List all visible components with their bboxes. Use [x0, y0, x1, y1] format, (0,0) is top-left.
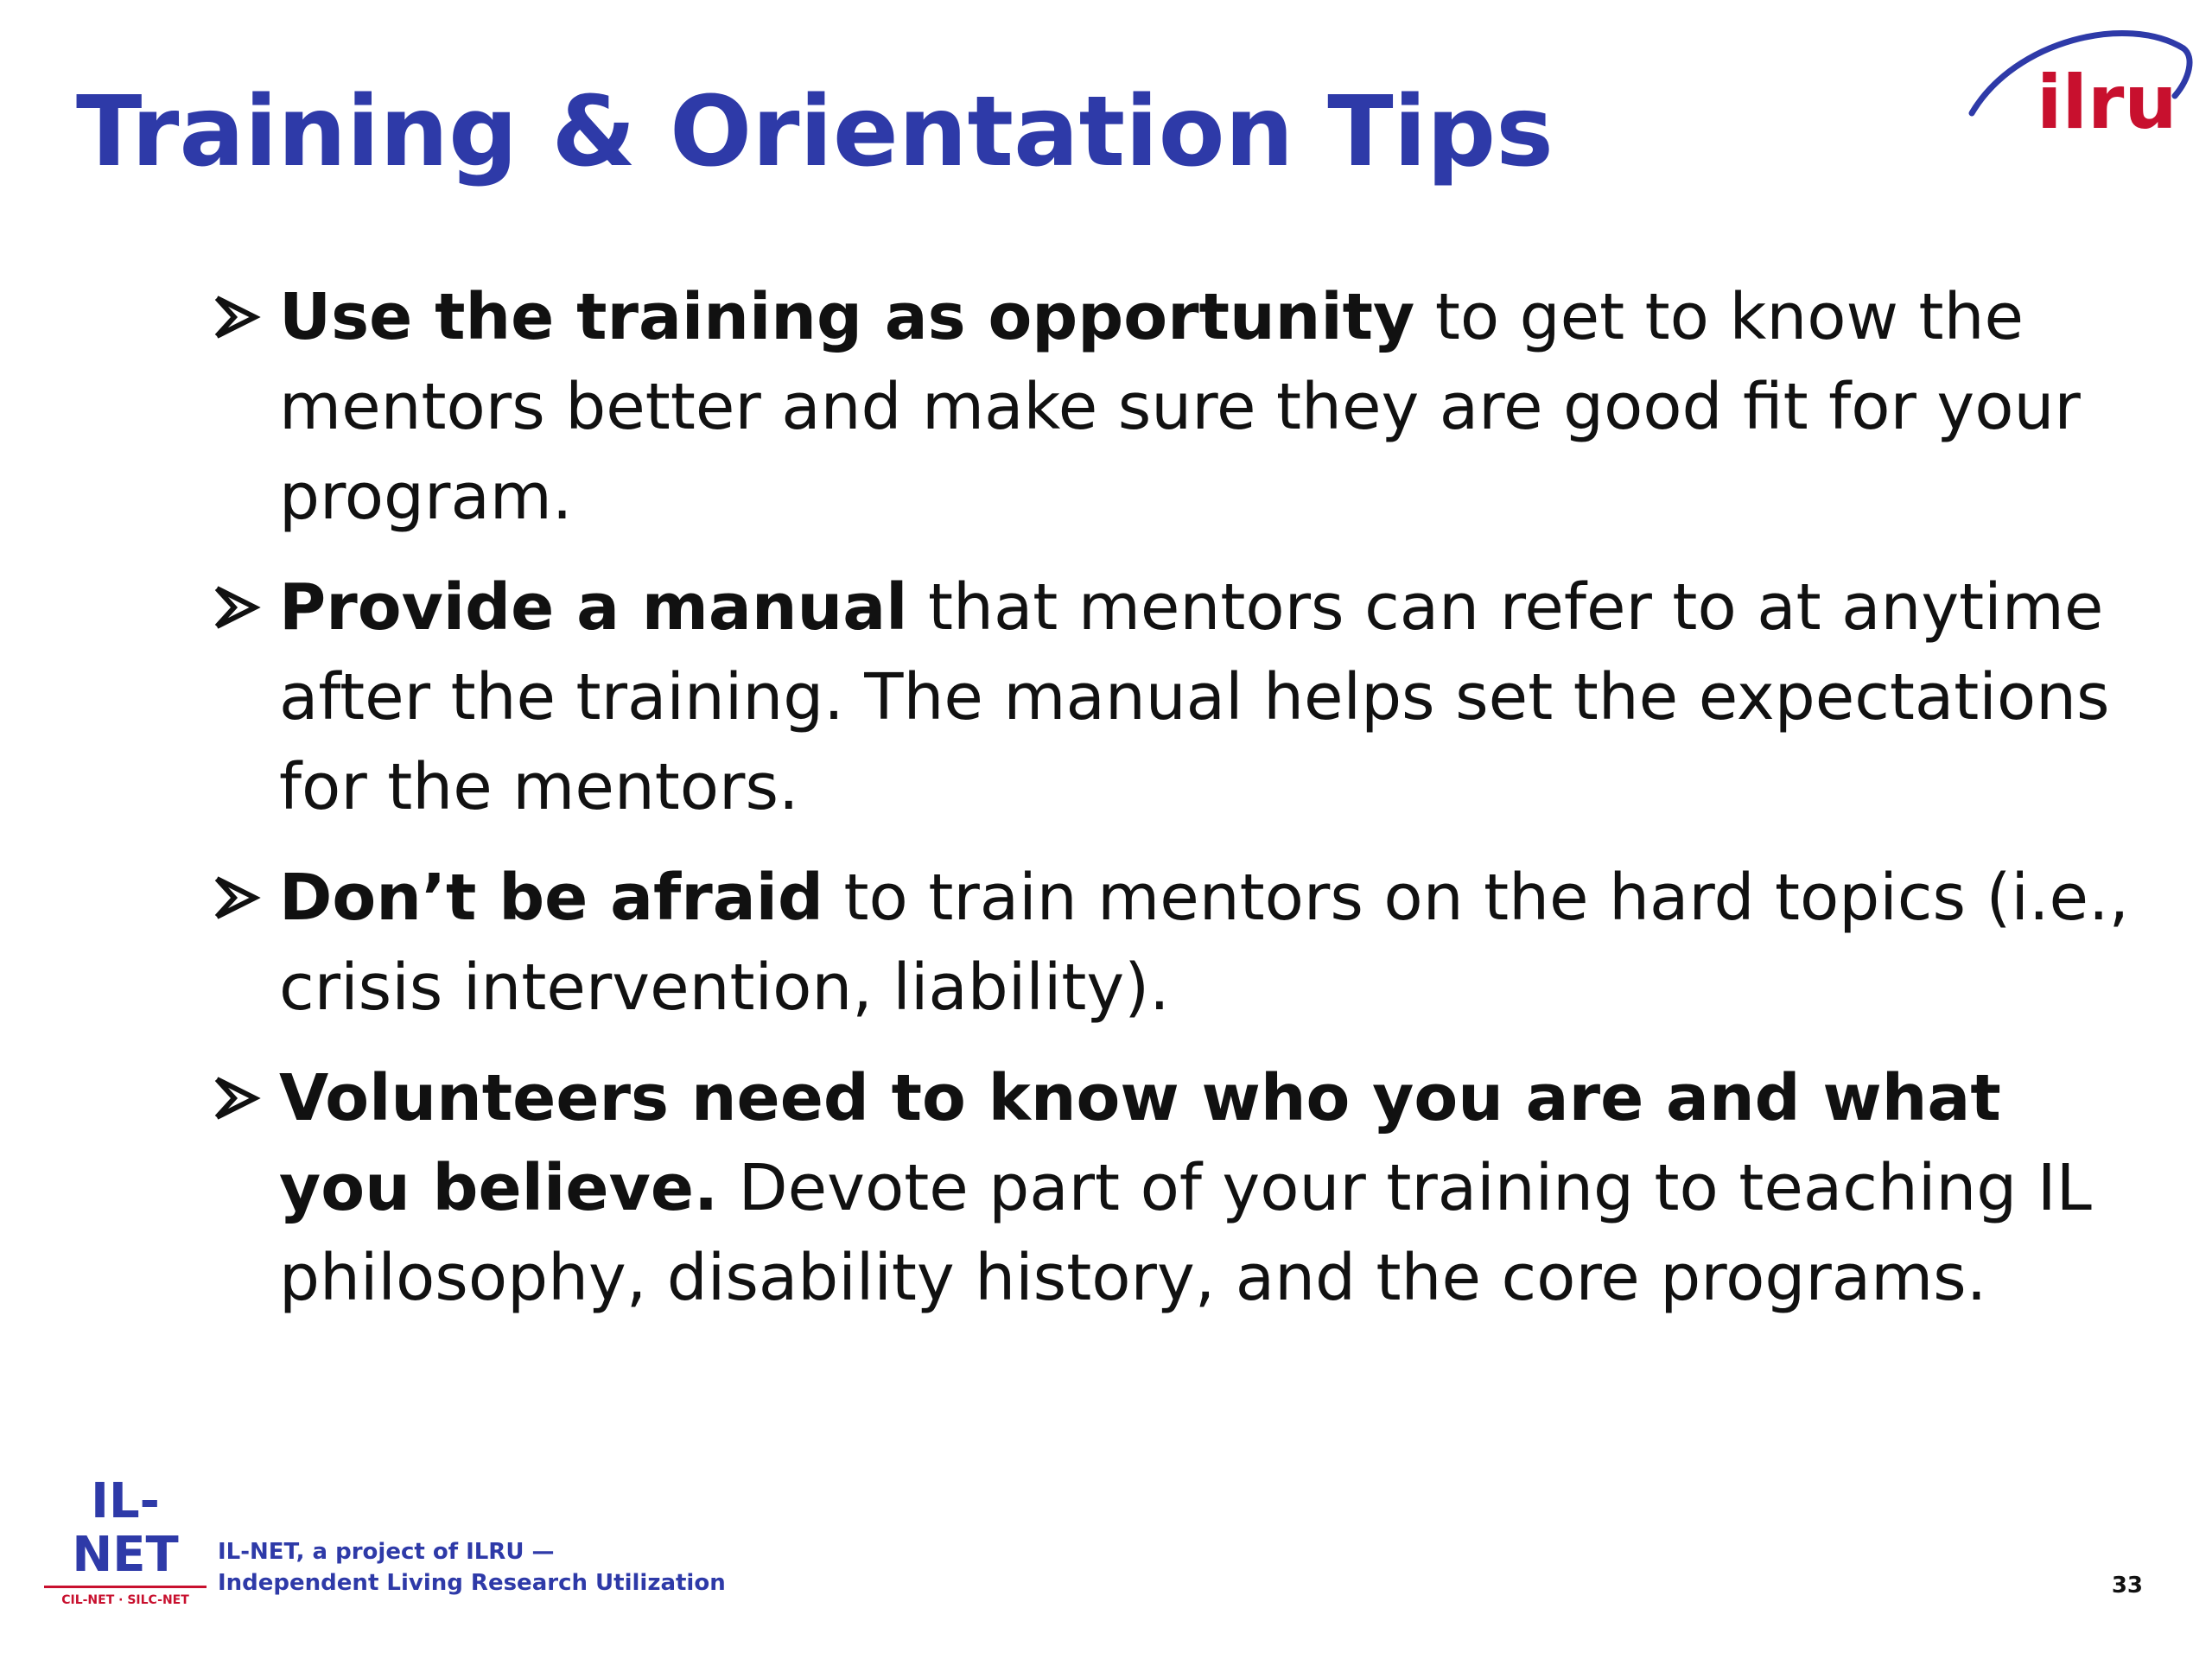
bullet-emphasis: Don’t be afraid [279, 861, 824, 935]
il-net-logo [39, 1475, 212, 1607]
page-number: 33 [2111, 1573, 2143, 1599]
bullet-emphasis: Volunteers need to know who you are and what you believe. [279, 1061, 2001, 1225]
bullet-emphasis: Provide a manual [279, 570, 908, 645]
il-net-logo-text: IL-NET [72, 1473, 179, 1583]
footer-line-2: Independent Living Research Utilization [218, 1570, 726, 1596]
bullet-item [212, 853, 2139, 1033]
slide-title: Training & Orientation Tips [76, 76, 1554, 188]
bullet-text: Devote part of your training to teaching IL philosophy, disability history, and the core programs. [279, 1151, 2092, 1315]
arrow-bullet-icon [212, 272, 264, 362]
bullet-item [212, 1053, 2139, 1323]
bullet-emphasis: Use the training as opportunity [279, 280, 1415, 354]
bullet-item [212, 272, 2139, 542]
ilru-logo [1963, 14, 2196, 143]
bullet-text: to get to know the mentors better and make sure they are good fit for your program. [279, 280, 2081, 534]
footer-line-1: IL-NET, a project of ILRU — [218, 1539, 555, 1565]
bullet-list [212, 272, 2139, 1344]
bullet-text: to train mentors on the hard topics (i.e., crisis intervention, liability). [279, 861, 2130, 1025]
footer-credit [218, 1536, 726, 1599]
logo-text: ilru [2037, 60, 2177, 143]
logo-divider [44, 1586, 207, 1588]
bullet-item [212, 563, 2139, 832]
il-net-logo-subtitle: CIL-NET · SILC-NET [61, 1593, 189, 1607]
arrow-bullet-icon [212, 1053, 264, 1143]
bullet-text: that mentors can refer to at anytime after the training. The manual helps set the expectations for the mentors. [279, 570, 2110, 824]
arrow-bullet-icon [212, 563, 264, 652]
arrow-bullet-icon [212, 853, 264, 943]
